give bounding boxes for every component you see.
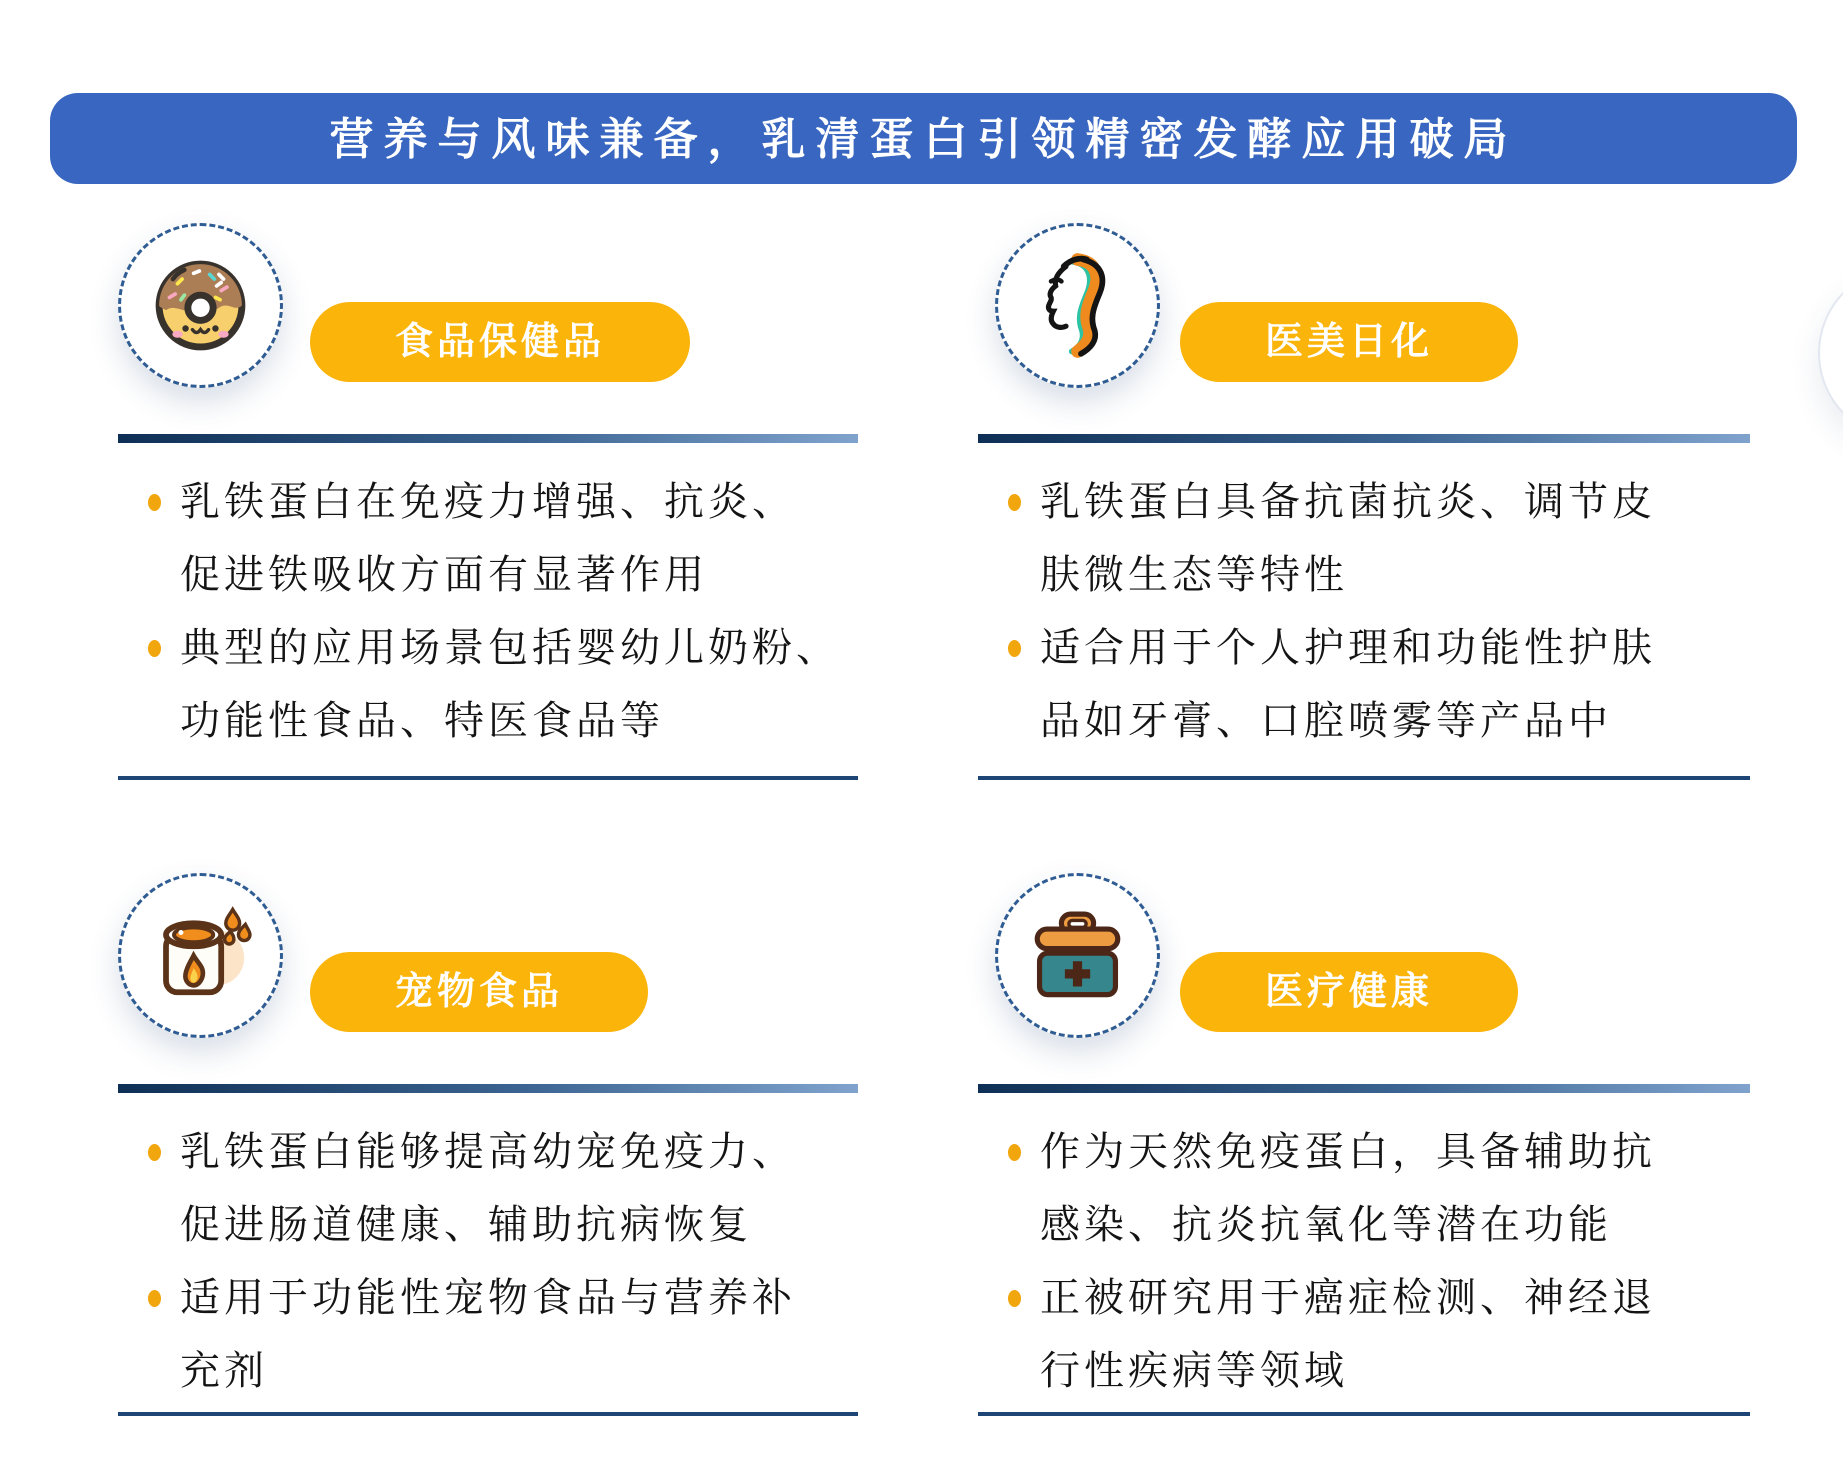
section-bottom-rule xyxy=(118,776,858,780)
list-item xyxy=(978,1262,1750,1408)
list-item xyxy=(978,466,1750,612)
bullet-text: 适合用于个人护理和功能性护肤 xyxy=(1040,626,1656,670)
bullet-text: 肤微生态等特性 xyxy=(1040,553,1348,597)
bullet-dot xyxy=(1008,494,1021,511)
bullet-dot xyxy=(148,1144,161,1161)
bullet-text: 正被研究用于癌症检测、神经退 xyxy=(1040,1276,1656,1320)
canister-flame-icon xyxy=(143,898,258,1013)
donut-icon xyxy=(143,248,258,363)
list-item xyxy=(118,1116,858,1262)
bullet-text: 行性疾病等领域 xyxy=(1040,1349,1348,1393)
title-banner xyxy=(50,93,1797,184)
bullet-text: 作为天然免疫蛋白，具备辅助抗 xyxy=(1040,1130,1656,1174)
bullet-text: 充剂 xyxy=(180,1349,268,1393)
bullet-text: 适用于功能性宠物食品与营养补 xyxy=(180,1276,796,1320)
section-bottom-rule xyxy=(978,1412,1750,1416)
list-item xyxy=(118,466,858,612)
bullet-text: 促进肠道健康、辅助抗病恢复 xyxy=(180,1203,752,1247)
section-bottom-rule xyxy=(978,776,1750,780)
pet-food-label-pill: 宠物食品 xyxy=(310,952,648,1032)
list-item xyxy=(118,1262,858,1408)
bullet-text: 促进铁吸收方面有显著作用 xyxy=(180,553,708,597)
beauty-care-bullets xyxy=(978,466,1750,758)
decorative-circle-edge xyxy=(1818,266,1843,440)
bullet-text: 乳铁蛋白具备抗菌抗炎、调节皮 xyxy=(1040,480,1656,524)
list-item xyxy=(978,612,1750,758)
face-profile-icon xyxy=(1020,248,1135,363)
beauty-care-icon-circle xyxy=(995,223,1160,388)
pet-food-bullets xyxy=(118,1116,858,1408)
gradient-divider xyxy=(978,434,1750,443)
bullet-text: 典型的应用场景包括婴幼儿奶粉、 xyxy=(180,626,840,670)
medical-health-label-pill: 医疗健康 xyxy=(1180,952,1518,1032)
beauty-care-label-pill: 医美日化 xyxy=(1180,302,1518,382)
bullet-text: 感染、抗炎抗氧化等潜在功能 xyxy=(1040,1203,1612,1247)
gradient-divider xyxy=(118,434,858,443)
bullet-text: 乳铁蛋白在免疫力增强、抗炎、 xyxy=(180,480,796,524)
gradient-divider xyxy=(978,1084,1750,1093)
bullet-dot xyxy=(148,640,161,657)
bullet-dot xyxy=(148,494,161,511)
bullet-dot xyxy=(1008,640,1021,657)
medical-health-icon-circle xyxy=(995,873,1160,1038)
list-item xyxy=(118,612,858,758)
section-bottom-rule xyxy=(118,1412,858,1416)
bullet-text: 乳铁蛋白能够提高幼宠免疫力、 xyxy=(180,1130,796,1174)
pet-food-icon-circle xyxy=(118,873,283,1038)
bullet-dot xyxy=(1008,1144,1021,1161)
food-health-icon-circle xyxy=(118,223,283,388)
gradient-divider xyxy=(118,1084,858,1093)
bullet-dot xyxy=(148,1290,161,1307)
bullet-text: 品如牙膏、口腔喷雾等产品中 xyxy=(1040,699,1612,743)
food-health-label-pill: 食品保健品 xyxy=(310,302,690,382)
first-aid-kit-icon xyxy=(1020,898,1135,1013)
food-health-bullets xyxy=(118,466,858,758)
medical-health-bullets xyxy=(978,1116,1750,1408)
list-item xyxy=(978,1116,1750,1262)
page-title: 营养与风味兼备，乳清蛋白引领精密发酵应用破局 xyxy=(329,115,1518,164)
bullet-text: 功能性食品、特医食品等 xyxy=(180,699,664,743)
bullet-dot xyxy=(1008,1290,1021,1307)
